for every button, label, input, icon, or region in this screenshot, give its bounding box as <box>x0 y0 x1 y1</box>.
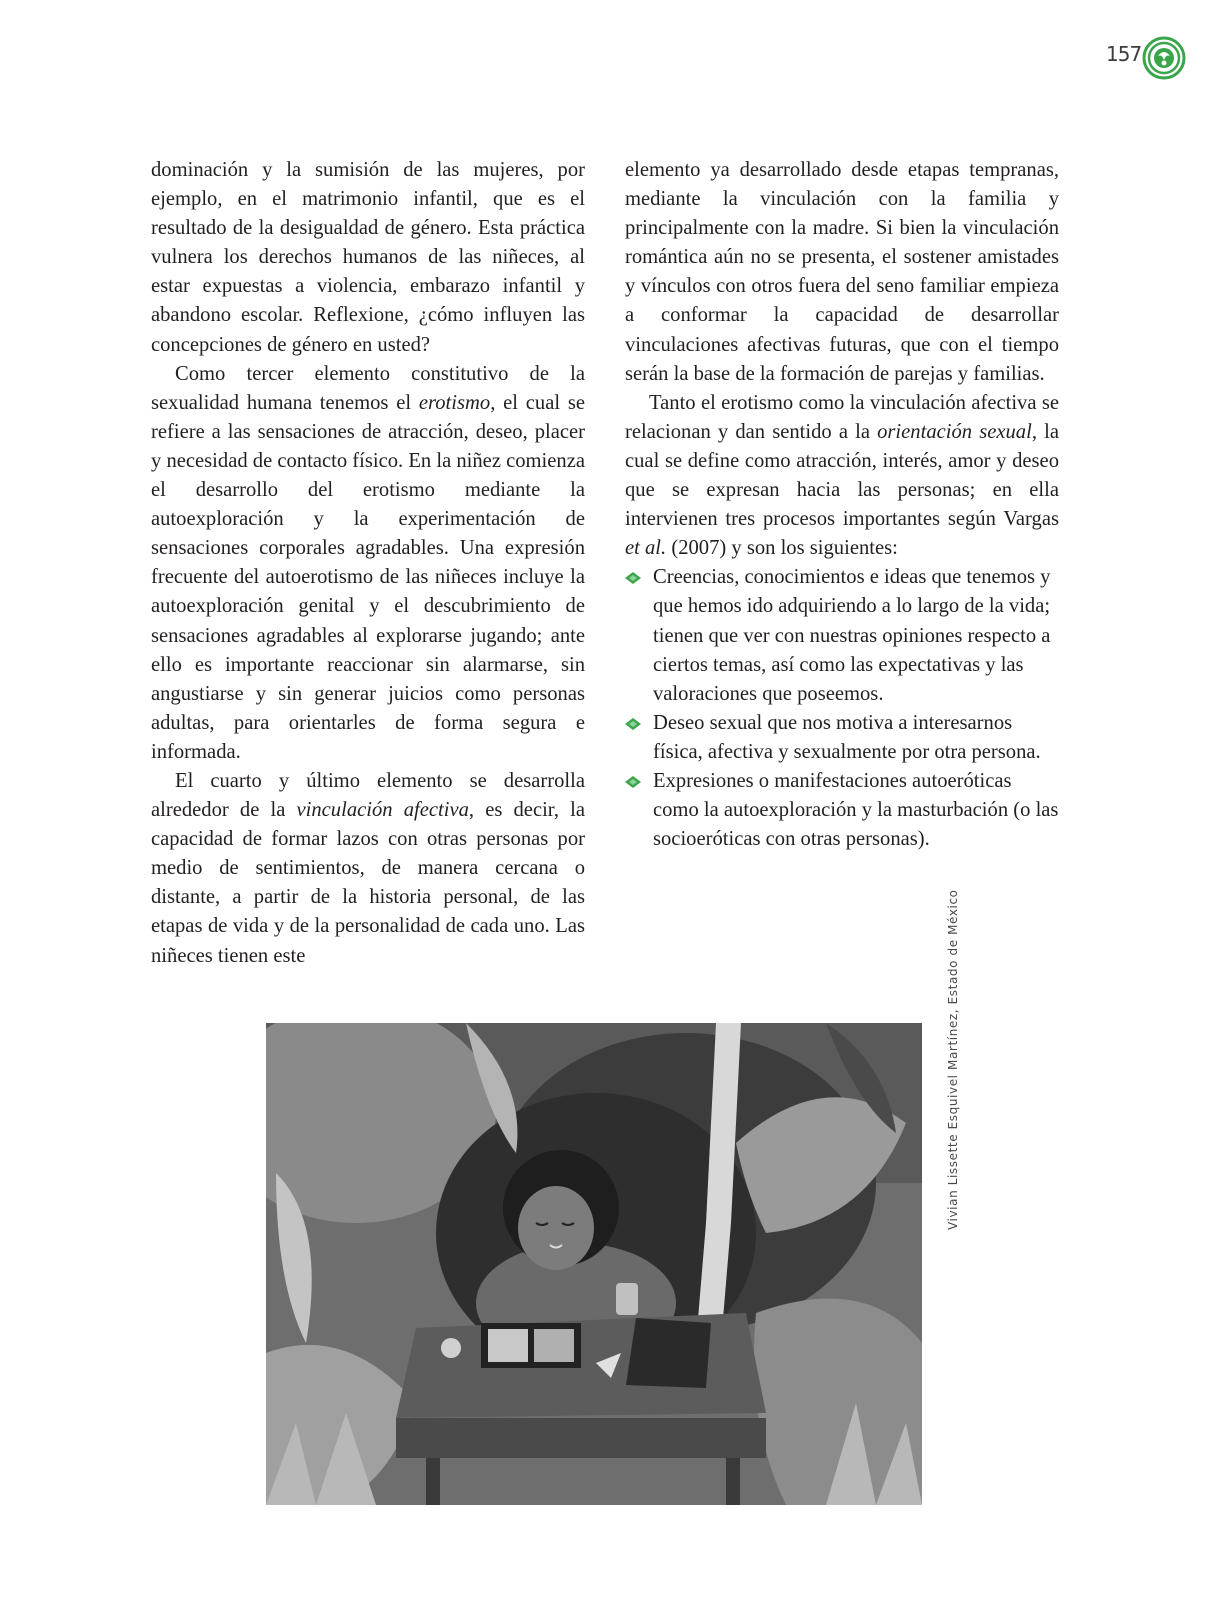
term-orientacion-sexual: orientación sexual <box>877 420 1032 443</box>
paragraph-vinculacion: El cuarto y último elemento se desarrolla alrededor de la vinculación afectiva, es decir, la capacidad de formar lazos con otras personas por medio de sentimientos, de manera cercana o distante, a partir de la historia personal, de las etapas de vida y de la personalidad de cada uno. Las niñeces tienen este <box>151 769 585 967</box>
list-item: Deseo sexual que nos motiva a interesarnos física, afectiva y sexualmente por otra persona. <box>625 709 1059 767</box>
illustration-girl-in-jungle <box>266 1023 922 1505</box>
paragraph: elemento ya desarrollado desde etapas tempranas, mediante la vinculación con la familia y principalmente con la madre. Si bien la vinculación romántica aún no se presenta, el sostener amistades y vínculos con otros fuera del seno familiar empieza a conformar la capacidad de desarrollar vinculaciones afectivas futuras, que con el tiempo serán la base de la formación de parejas y familias. <box>625 159 1059 385</box>
paragraph-orientacion: Tanto el erotismo como la vinculación afectiva se relacionan y dan sentido a la orientación sexual, la cual se define como atracción, interés, amor y deseo que se expresan hacia las personas; en ella intervienen tres procesos importantes según Vargas et al. (2007) y son los siguientes: <box>625 391 1059 560</box>
book-logo-icon <box>1142 36 1186 80</box>
paragraph-erotismo: Como tercer elemento constitutivo de la sexualidad humana tenemos el erotismo, el cual se refiere a las sensaciones de atracción, deseo, placer y necesidad de contacto físico. En la niñez comienza el desarrollo del erotismo mediante la autoexploración y la experimentación de sensaciones corporales agradables. Una expresión frecuente del autoerotismo de las niñeces incluye la autoexploración genital y el descubrimiento de sensaciones agradables al explorarse jugando; ante ello es importante reaccionar sin alarmarse, sin angustiarse y sin generar juicios como personas adultas, para orientarles de forma segura e informada. <box>151 362 585 763</box>
citation-et-al: et al. <box>625 537 667 560</box>
diamond-bullet-icon <box>625 572 641 584</box>
paragraph: dominación y la sumisión de las mujeres, por ejemplo, en el matrimonio infantil, que es el resultado de la desigualdad de género. Esta práctica vulnera los derechos humanos de las niñeces, al estar expuestas a violencia, embarazo infantil y abandono escolar. Reflexione, ¿cómo influyen las concepciones de género en usted? <box>151 159 585 356</box>
term-erotismo: erotismo <box>418 391 491 414</box>
diamond-bullet-icon <box>625 718 641 730</box>
diamond-bullet-icon <box>625 776 641 788</box>
left-column <box>151 156 585 971</box>
bullet-list <box>625 563 1059 854</box>
list-item: Creencias, conocimientos e ideas que tenemos y que hemos ido adquiriendo a lo largo de la vida; tienen que ver con nuestras opiniones respecto a ciertos temas, así como las expectativas y las valoraciones que poseemos. <box>625 563 1059 708</box>
list-item: Expresiones o manifestaciones autoeróticas como la autoexploración y la masturbación (o las socioeróticas con otras personas). <box>625 767 1059 854</box>
right-column <box>625 156 1059 854</box>
term-vinculacion-afectiva: vinculación afectiva <box>296 799 469 822</box>
page-number: 157 <box>1106 42 1142 66</box>
